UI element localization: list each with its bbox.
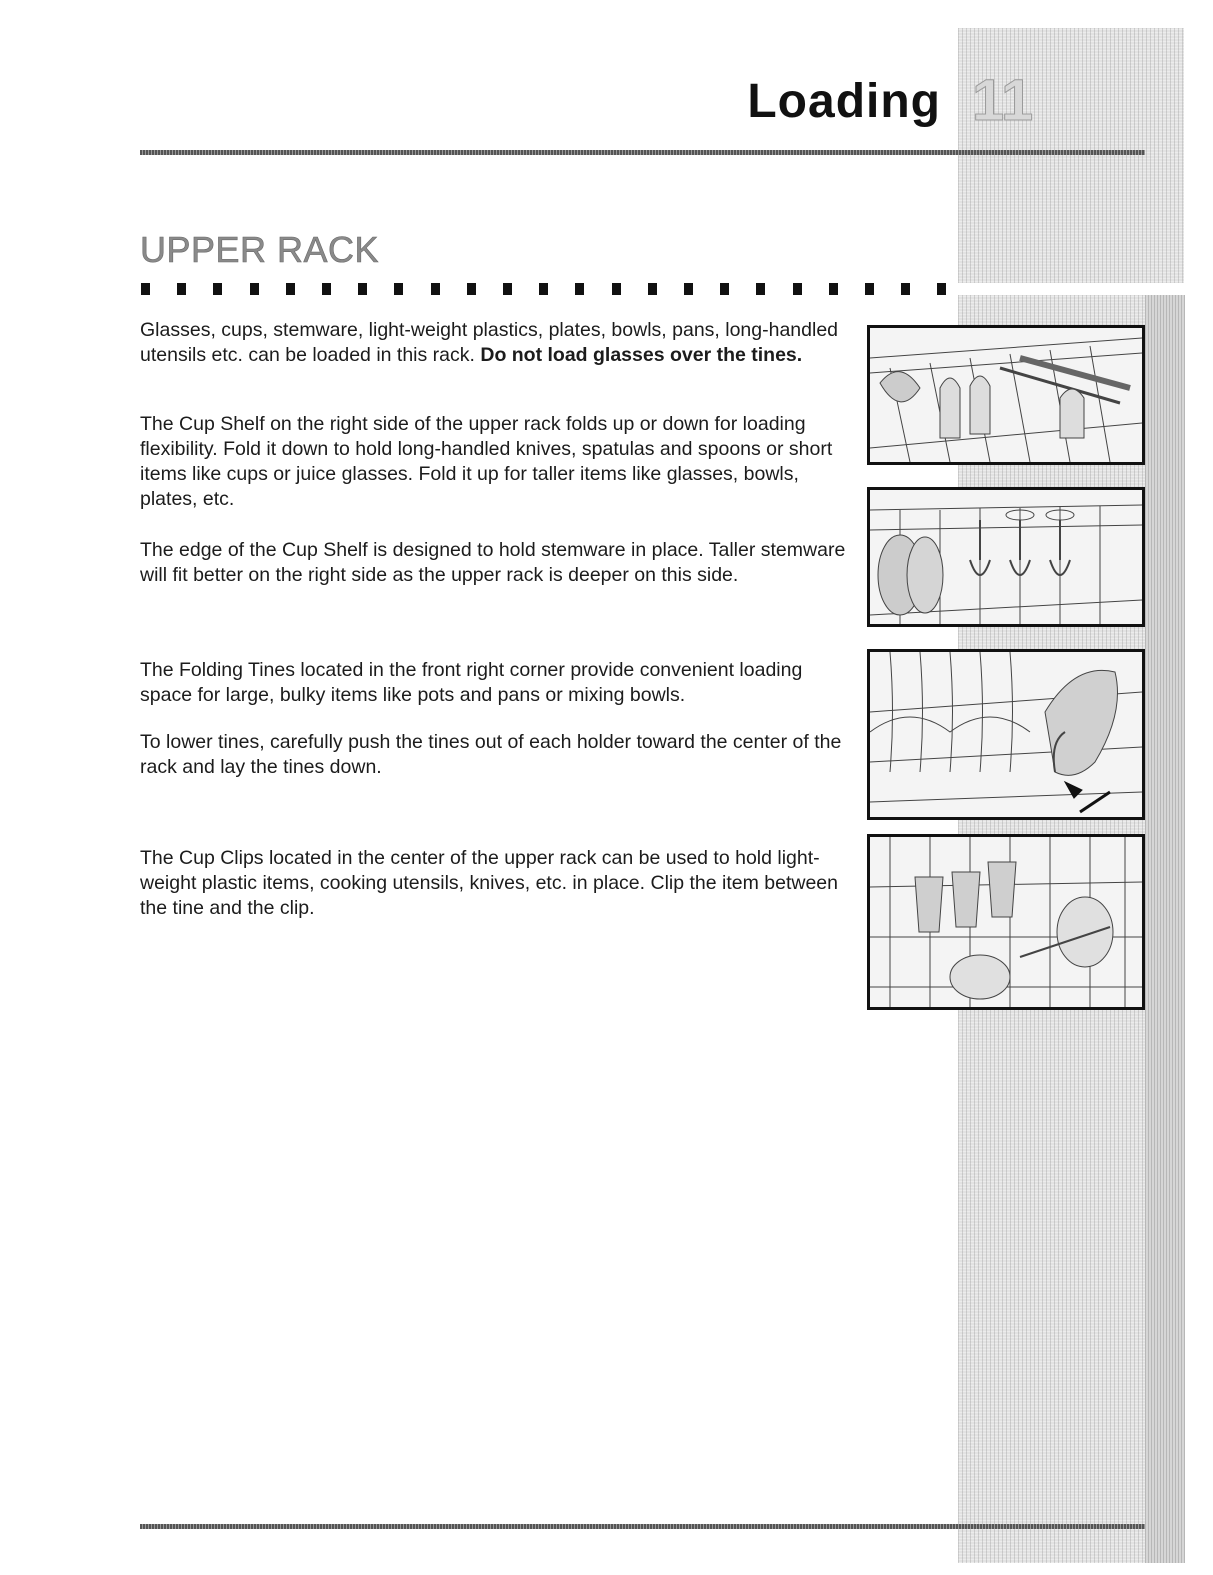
cup-shelf-down-illustration (867, 325, 1145, 465)
divider-dot (431, 283, 440, 295)
paragraph-cup-shelf: The Cup Shelf on the right side of the upper rack folds up or down for loading flexibility. Fold it down to hold long-handled knives, spatulas and spoons or short items like cups or juice glasses. Fold it up for taller items like glasses, bowls, plates, etc. (140, 413, 833, 510)
divider-dot (575, 283, 584, 295)
paragraph-folding-tines: The Folding Tines located in the front right corner provide convenient loading space for large, bulky items like pots and pans or mixing bowls. (140, 659, 803, 706)
warning-text: Do not load glasses over the tines. (480, 344, 803, 366)
divider-dot (720, 283, 729, 295)
divider-dot (358, 283, 367, 295)
divider-dot (901, 283, 910, 295)
divider-dot (213, 283, 222, 295)
divider-dot (648, 283, 657, 295)
folding-tines-illustration (867, 649, 1145, 820)
divider-dot (286, 283, 295, 295)
side-band-edge (1145, 295, 1185, 1563)
divider-dot (684, 283, 693, 295)
paragraph-lower-tines: To lower tines, carefully push the tines out of each holder toward the center of the rack and lay the tines down. (140, 731, 842, 778)
divider-dot (322, 283, 331, 295)
section-dot-divider (141, 283, 951, 295)
stemware-illustration (867, 487, 1145, 627)
divider-dot (539, 283, 548, 295)
section-title: UPPER RACK (140, 229, 380, 270)
divider-dot (793, 283, 802, 295)
chapter-number: 11 (972, 68, 1034, 133)
side-band-divider (958, 283, 1184, 295)
paragraph-upper-rack-intro (140, 318, 855, 368)
page-title: Loading (747, 75, 941, 128)
divider-dot (467, 283, 476, 295)
divider-dot (937, 283, 946, 295)
divider-dot (250, 283, 259, 295)
cup-clips-illustration (867, 834, 1145, 1010)
divider-dot (756, 283, 765, 295)
divider-dot (394, 283, 403, 295)
footer-rule (140, 1524, 1145, 1529)
paragraph-cup-clips: The Cup Clips located in the center of the upper rack can be used to hold light-weight plastic items, cooking utensils, knives, etc. in place. Clip the item between the tine and the clip. (140, 847, 839, 919)
paragraph-stemware: The edge of the Cup Shelf is designed to hold stemware in place. Taller stemware will fit better on the right side as the upper rack is deeper on this side. (140, 539, 846, 586)
divider-dot (829, 283, 838, 295)
divider-dot (141, 283, 150, 295)
divider-dot (865, 283, 874, 295)
divider-dot (503, 283, 512, 295)
divider-dot (177, 283, 186, 295)
divider-dot (612, 283, 621, 295)
paragraph-text: Glasses, cups, stemware, light-weight plastics, plates, bowls, pans, long-handled utensils etc. can be loaded in this rack. (140, 319, 839, 366)
header-rule (140, 150, 1145, 155)
